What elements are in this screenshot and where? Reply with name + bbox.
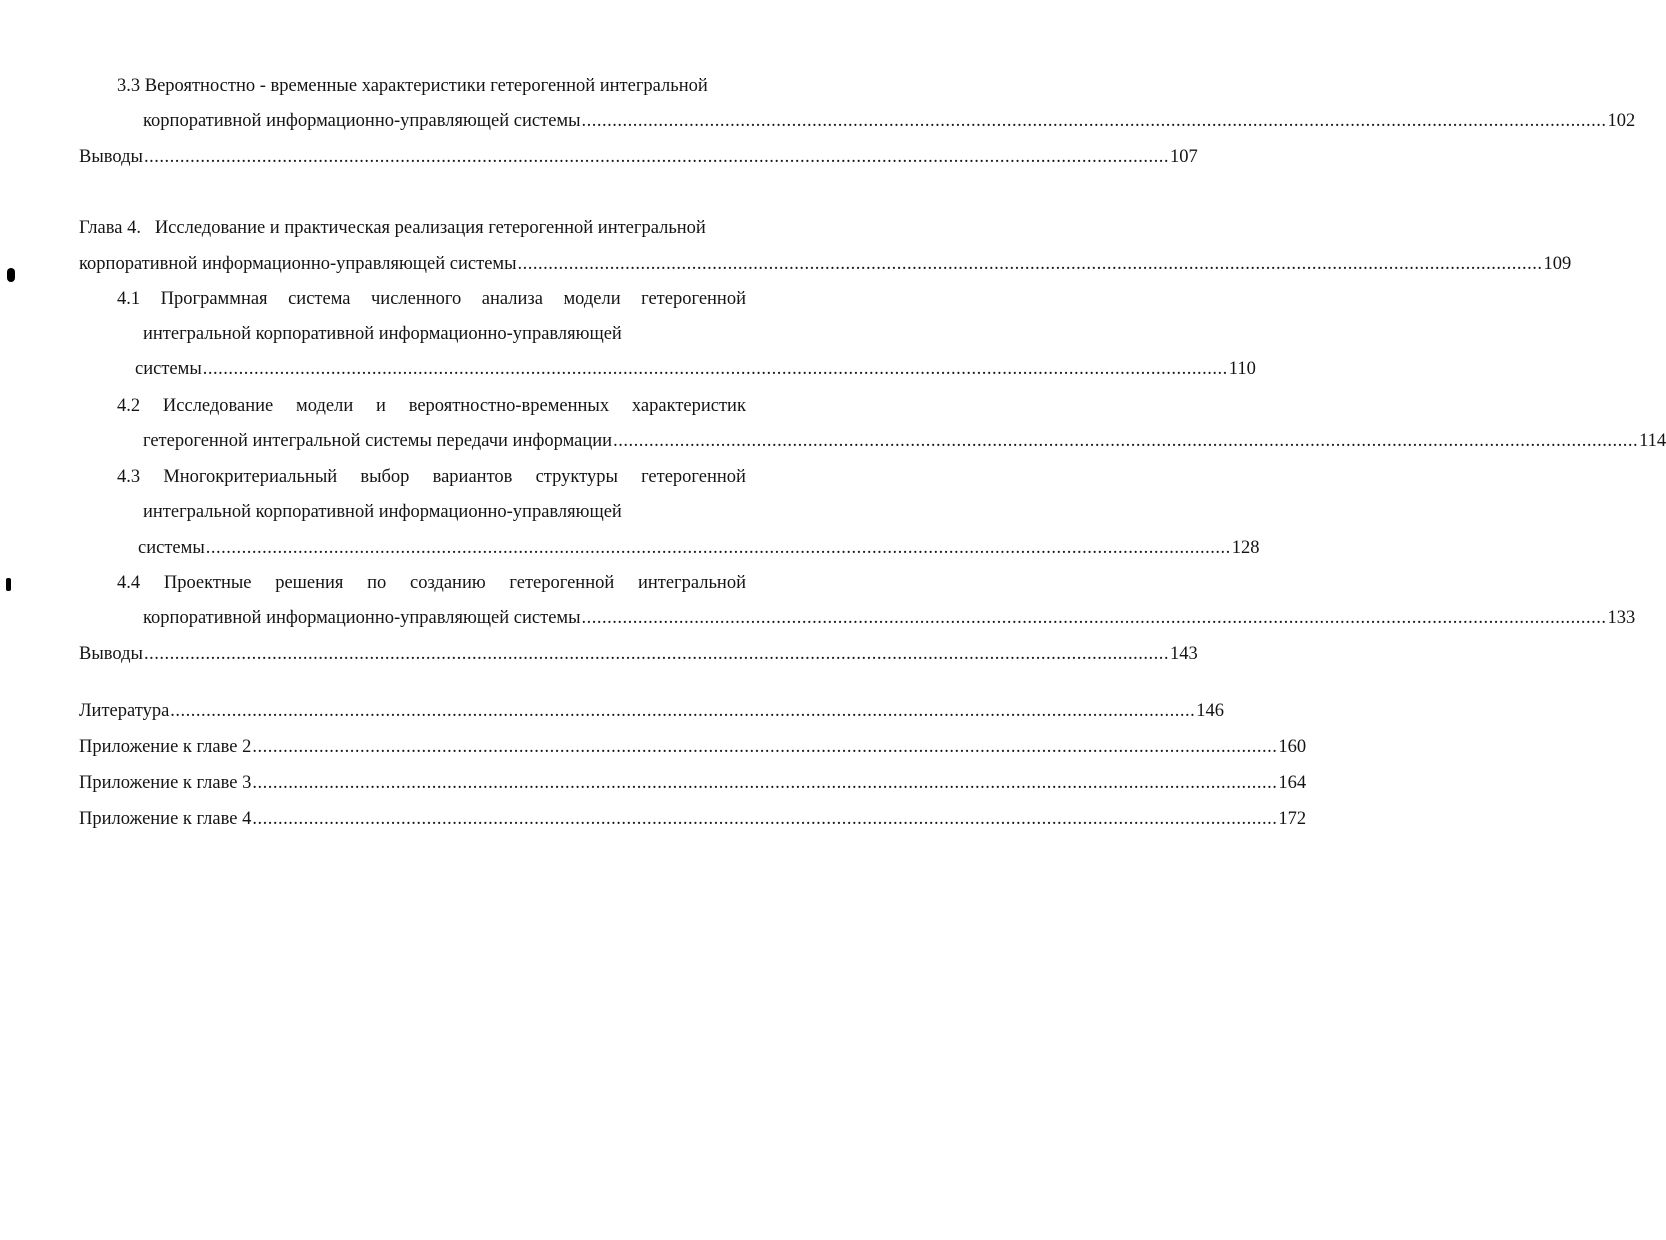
page-number: 160 (1278, 737, 1307, 757)
page-number: 109 (1543, 254, 1572, 274)
toc-entry-4-1-line1 (117, 288, 746, 310)
word: интегральной (637, 573, 746, 593)
dot-leader: ........................................................................................................................................................................................................ (170, 701, 1196, 721)
word: система (288, 289, 351, 309)
toc-entry-4-3 (138, 537, 1260, 559)
toc-entry-appendix-2 (79, 736, 1307, 758)
toc-entry-label: Приложение к главе 4 (79, 809, 252, 829)
page-number: 102 (1607, 111, 1636, 131)
word: Исследование (162, 396, 274, 416)
word: созданию (410, 573, 486, 593)
word: гетерогенной (641, 289, 746, 309)
word: и (376, 396, 386, 416)
toc-entry-4-4-line1 (117, 572, 746, 594)
toc-entry-appendix-4 (79, 808, 1307, 830)
toc-entry-4-4 (143, 607, 1636, 629)
word: 4.2 (117, 396, 141, 416)
word: модели (563, 289, 621, 309)
toc-entry-label: системы (135, 359, 202, 379)
dot-leader: ........................................................................................................................................................................................................ (517, 254, 1543, 274)
toc-entry-literature (79, 700, 1225, 722)
page-number: 143 (1169, 644, 1198, 664)
word: вариантов (432, 467, 513, 487)
page-number: 114 (1639, 431, 1666, 451)
word: гетерогенной (509, 573, 615, 593)
word: 4.3 (117, 467, 141, 487)
toc-entry-label: гетерогенной интегральной системы передачи информации (143, 431, 613, 451)
toc-entry-appendix-3 (79, 772, 1307, 794)
dot-leader: ........................................................................................................................................................................................................ (252, 737, 1278, 757)
page-number: 164 (1278, 773, 1307, 793)
word: 4.1 (117, 289, 141, 309)
dot-leader: ........................................................................................................................................................................................................ (143, 644, 1169, 664)
dot-leader: ........................................................................................................................................................................................................ (613, 431, 1639, 451)
word: структуры (535, 467, 618, 487)
word: модели (296, 396, 354, 416)
word: характеристик (631, 396, 746, 416)
toc-entry-conclusions-3 (79, 146, 1198, 168)
scan-hole-mark (6, 578, 11, 591)
dot-leader: ........................................................................................................................................................................................................ (581, 111, 1607, 131)
toc-entry-4-3-line2: интегральной корпоративной информационно-управляющей (143, 502, 622, 522)
page-number: 107 (1169, 147, 1198, 167)
toc-entry-label: корпоративной информационно-управляющей системы (79, 254, 517, 274)
word: Многокритериальный (163, 467, 338, 487)
toc-entry-4-2-line1 (117, 395, 746, 417)
toc-entry-4-2 (143, 430, 1666, 452)
page-number: 128 (1231, 538, 1260, 558)
toc-entry-label: корпоративной информационно-управляющей системы (143, 608, 581, 628)
dot-leader: ........................................................................................................................................................................................................ (252, 809, 1278, 829)
dot-leader: ........................................................................................................................................................................................................ (581, 608, 1607, 628)
page-number: 172 (1278, 809, 1307, 829)
word: Проектные (163, 573, 252, 593)
toc-entry-conclusions-4 (79, 643, 1198, 665)
word: анализа (481, 289, 543, 309)
toc-entry-4-1-line2: интегральной корпоративной информационно-управляющей (143, 324, 622, 344)
toc-entry-4-1 (135, 358, 1256, 380)
word: вероятностно-временных (408, 396, 610, 416)
toc-entry-4-3-line1 (117, 466, 746, 488)
page-number: 110 (1228, 359, 1256, 379)
dot-leader: ........................................................................................................................................................................................................ (252, 773, 1278, 793)
toc-entry-label: Выводы (79, 147, 143, 167)
word: 4.4 (117, 573, 141, 593)
word: по (367, 573, 387, 593)
toc-entry-label: Литература (79, 701, 170, 721)
dot-leader: ........................................................................................................................................................................................................ (202, 359, 1228, 379)
scan-hole-mark (7, 268, 15, 282)
word: Программная (160, 289, 268, 309)
page-number: 146 (1196, 701, 1225, 721)
word: выбор (360, 467, 410, 487)
dot-leader: ........................................................................................................................................................................................................ (205, 538, 1231, 558)
toc-entry-3-3 (143, 110, 1636, 132)
toc-entry-label: корпоративной информационно-управляющей системы (143, 111, 581, 131)
toc-entry-label: Приложение к главе 2 (79, 737, 252, 757)
toc-entry-label: Выводы (79, 644, 143, 664)
word: решения (275, 573, 344, 593)
toc-chapter-4-line1: Глава 4. Исследование и практическая реализация гетерогенной интегральной (79, 218, 706, 238)
page-number: 133 (1607, 608, 1636, 628)
toc-entry-3-3-line1: 3.3 Вероятностно - временные характеристики гетерогенной интегральной (117, 76, 708, 96)
toc-entry-label: Приложение к главе 3 (79, 773, 252, 793)
word: численного (371, 289, 462, 309)
word: гетерогенной (641, 467, 746, 487)
toc-entry-label: системы (138, 538, 205, 558)
dot-leader: ........................................................................................................................................................................................................ (143, 147, 1169, 167)
toc-chapter-4 (79, 253, 1572, 275)
